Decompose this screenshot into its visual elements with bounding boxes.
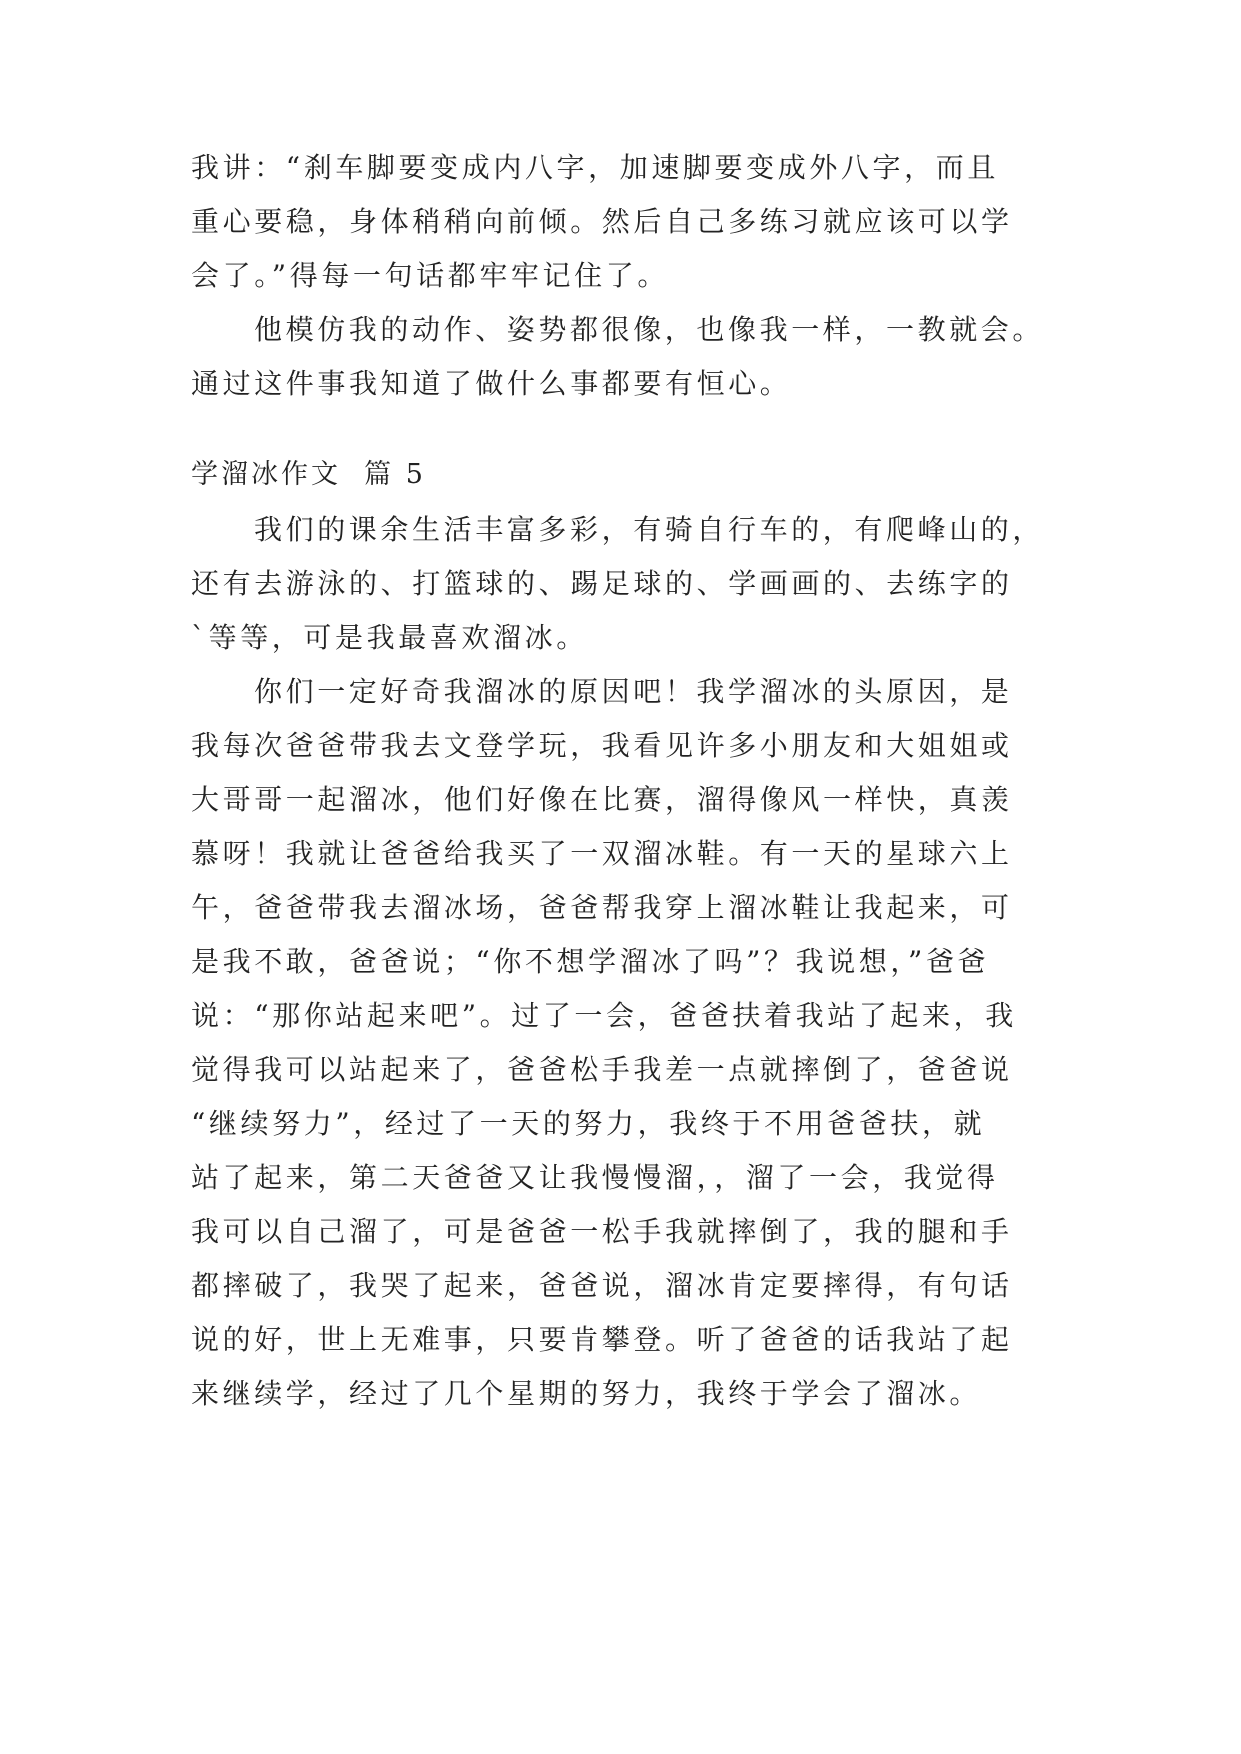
text-line: 他模仿我的动作、姿势都很像，也像我一样，一教就会。 — [254, 313, 1045, 346]
text-line: 重心要稳，身体稍稍向前倾。然后自己多练习就应该可以学 — [191, 205, 1013, 238]
text-line: 通过这件事我知道了做什么事都要有恒心。 — [191, 367, 792, 400]
text-line: 是我不敢，爸爸说；“你不想学溜冰了吗”？我说想，”爸爸 — [191, 945, 990, 978]
text-line: “继续努力”，经过了一天的努力，我终于不用爸爸扶，就 — [191, 1107, 986, 1140]
text-line: 慕呀！我就让爸爸给我买了一双溜冰鞋。有一天的星球六上 — [191, 837, 1013, 870]
text-line: 我可以自己溜了，可是爸爸一松手我就摔倒了，我的腿和手 — [191, 1215, 1013, 1248]
text-line: 来继续学，经过了几个星期的努力，我终于学会了溜冰。 — [191, 1377, 982, 1410]
text-line: 说：“那你站起来吧”。过了一会，爸爸扶着我站了起来，我 — [191, 999, 1017, 1032]
text-line: 还有去游泳的、打篮球的、踢足球的、学画画的、去练字的 — [191, 567, 1013, 600]
text-line: 你们一定好奇我溜冰的原因吧！我学溜冰的头原因，是 — [254, 675, 1013, 708]
text-line: 我们的课余生活丰富多彩，有骑自行车的，有爬峰山的， — [254, 513, 1045, 546]
text-line: 站了起来，第二天爸爸又让我慢慢溜，，溜了一会，我觉得 — [191, 1161, 999, 1194]
text-line: 大哥哥一起溜冰，他们好像在比赛，溜得像风一样快，真羡 — [191, 783, 1013, 816]
text-line: 会了。”得每一句话都牢牢记住了。 — [191, 259, 669, 292]
text-line: 觉得我可以站起来了，爸爸松手我差一点就摔倒了，爸爸说 — [191, 1053, 1013, 1086]
text-line: 我每次爸爸带我去文登学玩，我看见许多小朋友和大姐姐或 — [191, 729, 1013, 762]
text-line: 我讲：“刹车脚要变成内八字，加速脚要变成外八字，而且 — [191, 151, 999, 184]
text-line: 说的好，世上无难事，只要肯攀登。听了爸爸的话我站了起 — [191, 1323, 1013, 1356]
text-line: 都摔破了，我哭了起来，爸爸说，溜冰肯定要摔得，有句话 — [191, 1269, 1013, 1302]
text-line: 午，爸爸带我去溜冰场，爸爸帮我穿上溜冰鞋让我起来，可 — [191, 891, 1013, 924]
section-title: 学溜冰作文 篇 5 — [191, 459, 426, 490]
text-line: `等等，可是我最喜欢溜冰。 — [191, 621, 588, 654]
